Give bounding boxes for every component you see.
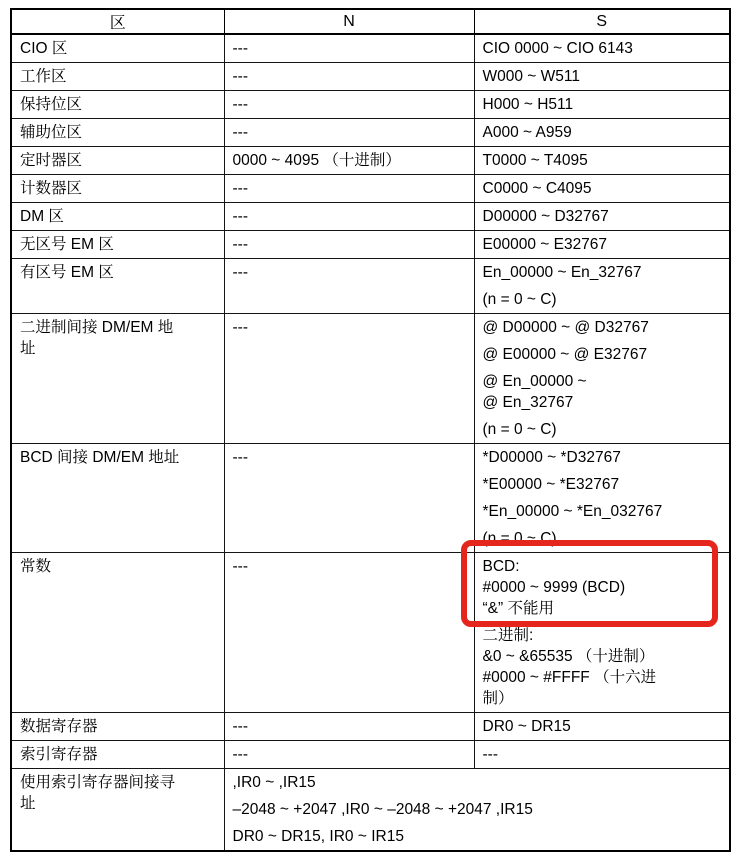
n-cell: --- bbox=[224, 553, 474, 713]
value-paragraph bbox=[483, 528, 728, 549]
table-row-counter-area bbox=[11, 175, 730, 203]
value-paragraph bbox=[483, 447, 728, 468]
value-paragraph bbox=[483, 419, 728, 440]
area-label: 计数器区 bbox=[20, 180, 83, 197]
area-label: 使用索引寄存器间接寻址 bbox=[20, 774, 176, 812]
area-label: CIO 区 bbox=[20, 40, 68, 57]
constant-bcd-group bbox=[483, 556, 728, 619]
s-cell bbox=[474, 553, 730, 713]
area-label: 无区号 EM 区 bbox=[20, 236, 114, 253]
table-row-timer-area bbox=[11, 147, 730, 175]
area-label: 有区号 EM 区 bbox=[20, 264, 114, 281]
s-cell bbox=[474, 34, 730, 63]
value-line: *En_00000 ~ *En_032767 bbox=[482, 503, 663, 520]
s-cell bbox=[474, 741, 730, 769]
area-cell bbox=[11, 259, 224, 314]
value-line: T0000 ~ T4095 bbox=[482, 152, 588, 169]
value-paragraph bbox=[483, 234, 728, 255]
value-line: ,IR0 ~ ,IR15 bbox=[232, 774, 316, 791]
area-cell bbox=[11, 231, 224, 259]
n-cell: --- bbox=[224, 314, 474, 444]
area-cell bbox=[11, 91, 224, 119]
value-line: 制） bbox=[482, 690, 514, 707]
s-cell bbox=[474, 63, 730, 91]
n-cell: --- bbox=[224, 231, 474, 259]
area-label: 二进制间接 DM/EM 地址 bbox=[20, 319, 174, 357]
value-line: --- bbox=[482, 746, 498, 763]
n-cell: --- bbox=[224, 741, 474, 769]
area-cell bbox=[11, 314, 224, 444]
table-row-work-area bbox=[11, 63, 730, 91]
table-row-binary-indirect-dm-em-address bbox=[11, 314, 730, 444]
value-paragraph bbox=[483, 501, 728, 522]
value-line: W000 ~ W511 bbox=[482, 68, 580, 85]
n-cell: --- bbox=[224, 91, 474, 119]
area-cell bbox=[11, 119, 224, 147]
value-paragraph bbox=[483, 744, 728, 765]
value-line: E00000 ~ E32767 bbox=[482, 236, 608, 253]
value-line: C0000 ~ C4095 bbox=[482, 180, 592, 197]
value-line: –2048 ~ +2047 ,IR0 ~ –2048 ~ +2047 ,IR15 bbox=[232, 801, 533, 818]
value-line: *E00000 ~ *E32767 bbox=[482, 476, 620, 493]
table-row-dm-area bbox=[11, 203, 730, 231]
value-line: 二进制: bbox=[482, 627, 534, 644]
area-cell bbox=[11, 63, 224, 91]
area-cell bbox=[11, 769, 224, 852]
n-cell: --- bbox=[224, 63, 474, 91]
value-paragraph bbox=[233, 826, 728, 847]
s-cell bbox=[474, 259, 730, 314]
value-line: H000 ~ H511 bbox=[482, 96, 574, 113]
area-label: 保持位区 bbox=[20, 96, 83, 113]
s-cell bbox=[474, 147, 730, 175]
table-row-indexed-register-indirect-addressing bbox=[11, 769, 730, 852]
value-line: CIO 0000 ~ CIO 6143 bbox=[482, 40, 633, 57]
n-cell: --- bbox=[224, 175, 474, 203]
value-paragraph bbox=[483, 38, 728, 59]
column-header-n: N bbox=[224, 9, 474, 34]
value-paragraph bbox=[483, 371, 728, 413]
value-paragraph bbox=[483, 262, 728, 283]
table-row-constant bbox=[11, 553, 730, 713]
n-cell: --- bbox=[224, 713, 474, 741]
area-cell bbox=[11, 553, 224, 713]
value-line: “&” 不能用 bbox=[482, 600, 554, 617]
header-row bbox=[11, 9, 730, 34]
area-cell bbox=[11, 203, 224, 231]
value-paragraph bbox=[483, 66, 728, 87]
value-line: (n = 0 ~ C) bbox=[482, 291, 557, 308]
area-label: 辅助位区 bbox=[20, 124, 83, 141]
s-cell bbox=[474, 175, 730, 203]
value-line: DR0 ~ DR15 bbox=[482, 718, 571, 735]
column-header-area: 区 bbox=[11, 9, 224, 34]
n-cell: --- bbox=[224, 259, 474, 314]
value-paragraph bbox=[483, 178, 728, 199]
area-label: 数据寄存器 bbox=[20, 718, 98, 735]
n-cell: --- bbox=[224, 34, 474, 63]
value-line: (n = 0 ~ C) bbox=[482, 530, 557, 547]
s-cell bbox=[474, 444, 730, 553]
value-line: *D00000 ~ *D32767 bbox=[482, 449, 621, 466]
value-line: A000 ~ A959 bbox=[482, 124, 572, 141]
n-cell: 0000 ~ 4095 （十进制） bbox=[224, 147, 474, 175]
n-cell: --- bbox=[224, 203, 474, 231]
value-paragraph bbox=[483, 474, 728, 495]
value-line: (n = 0 ~ C) bbox=[482, 421, 557, 438]
value-paragraph bbox=[483, 150, 728, 171]
table-row-data-register bbox=[11, 713, 730, 741]
s-cell bbox=[474, 119, 730, 147]
table-row-em-area-with-bank bbox=[11, 259, 730, 314]
area-label: DM 区 bbox=[20, 208, 64, 225]
value-line: @ En_00000 ~ bbox=[482, 373, 587, 390]
area-label: 工作区 bbox=[20, 68, 67, 85]
n-cell: --- bbox=[224, 444, 474, 553]
value-line: BCD: bbox=[482, 558, 520, 575]
value-line: @ E00000 ~ @ E32767 bbox=[482, 346, 648, 363]
value-line: @ En_32767 bbox=[482, 394, 574, 411]
area-cell bbox=[11, 713, 224, 741]
table-row-em-area-no-bank bbox=[11, 231, 730, 259]
value-line: D00000 ~ D32767 bbox=[482, 208, 609, 225]
area-cell bbox=[11, 741, 224, 769]
value-line: &0 ~ &65535 （十进制） bbox=[482, 648, 655, 665]
value-paragraph bbox=[483, 344, 728, 365]
value-line: En_00000 ~ En_32767 bbox=[482, 264, 642, 281]
value-line: #0000 ~ 9999 (BCD) bbox=[482, 579, 626, 596]
area-cell bbox=[11, 34, 224, 63]
s-cell bbox=[474, 231, 730, 259]
table-row-cio-area bbox=[11, 34, 730, 63]
column-header-s: S bbox=[474, 9, 730, 34]
s-cell bbox=[474, 713, 730, 741]
table-row-auxiliary-bit-area bbox=[11, 119, 730, 147]
table-row-index-register bbox=[11, 741, 730, 769]
value-paragraph bbox=[233, 772, 728, 793]
s-cell bbox=[474, 91, 730, 119]
table-row-bcd-indirect-dm-em-address bbox=[11, 444, 730, 553]
merged-n-s-cell bbox=[224, 769, 730, 852]
value-paragraph bbox=[233, 799, 728, 820]
table-row-holding-bit-area bbox=[11, 91, 730, 119]
memory-area-table bbox=[10, 8, 731, 852]
s-cell bbox=[474, 203, 730, 231]
area-label: 定时器区 bbox=[20, 152, 83, 169]
value-paragraph bbox=[483, 716, 728, 737]
value-paragraph bbox=[483, 122, 728, 143]
constant-binary-group bbox=[483, 625, 728, 709]
s-cell bbox=[474, 314, 730, 444]
area-label: BCD 间接 DM/EM 地址 bbox=[20, 449, 180, 466]
value-line: DR0 ~ DR15, IR0 ~ IR15 bbox=[232, 828, 404, 845]
value-paragraph bbox=[483, 289, 728, 310]
area-cell bbox=[11, 147, 224, 175]
area-label: 常数 bbox=[20, 558, 52, 575]
area-cell bbox=[11, 444, 224, 553]
value-paragraph bbox=[483, 317, 728, 338]
value-paragraph bbox=[483, 206, 728, 227]
value-paragraph bbox=[483, 94, 728, 115]
n-cell: --- bbox=[224, 119, 474, 147]
value-line: @ D00000 ~ @ D32767 bbox=[482, 319, 649, 336]
area-cell bbox=[11, 175, 224, 203]
value-line: #0000 ~ #FFFF （十六进 bbox=[482, 669, 657, 686]
area-label: 索引寄存器 bbox=[20, 746, 98, 763]
